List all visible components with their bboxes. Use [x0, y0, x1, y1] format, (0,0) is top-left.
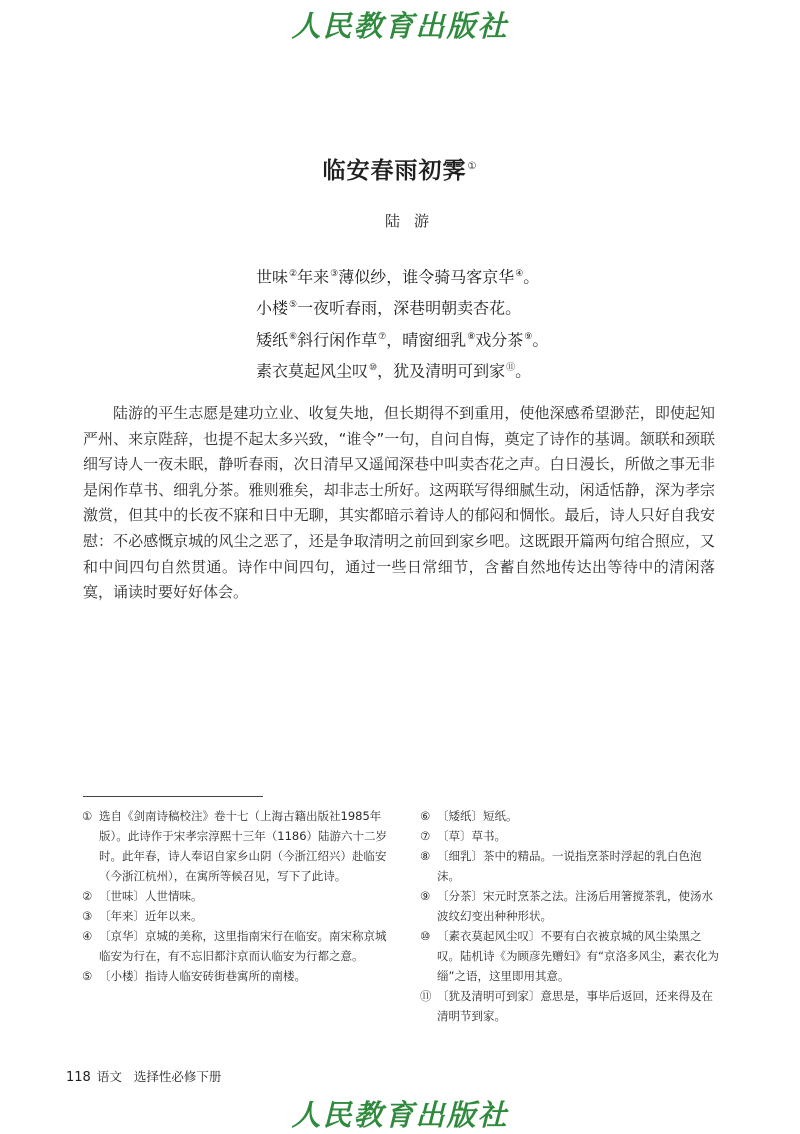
commentary — [83, 401, 715, 606]
footnote — [420, 886, 720, 926]
poem-title-text: 临安春雨初霁 — [322, 157, 467, 184]
footnote-divider — [83, 796, 263, 797]
poem-line — [256, 291, 656, 322]
footnote-text: 选自《剑南诗稿校注》卷十七（上海古籍出版社1985年版）。此诗作于宋孝宗淳熙十三年（1186）陆游六十二岁时。此年春，诗人奉诏自家乡山阴（今浙江绍兴）赴临安（今浙江杭州），在寓所等候召见，写下了此诗。 — [99, 809, 388, 883]
poem-note-mark: ③ — [330, 269, 339, 279]
footnotes-left-column — [82, 806, 390, 986]
footnote-text: 〔小楼〕指诗人临安砖街巷寓所的南楼。 — [99, 969, 306, 983]
poem-author: 陆游 — [384, 212, 443, 230]
footnote-number: ⑪ — [420, 989, 432, 1003]
poem-line — [256, 354, 656, 385]
poem-text: 戏分茶 — [475, 329, 524, 349]
poem-note-mark: ⑩ — [369, 362, 378, 373]
footnote-text: 〔草〕草书。 — [437, 829, 506, 843]
poem-text: 一夜听春雨，深巷明朝卖杏花。 — [297, 298, 522, 318]
poem-title — [0, 152, 800, 185]
poem-body — [256, 260, 656, 385]
footnote-number: ⑦ — [420, 829, 431, 843]
page-number: 118 — [66, 1070, 91, 1085]
footnotes-right-column — [420, 806, 720, 1026]
footnote — [82, 886, 390, 906]
footnote-number: ⑩ — [420, 929, 431, 943]
footnote-text: 〔犹及清明可到家〕意思是，事毕后返回，还来得及在清明节到家。 — [437, 989, 713, 1023]
poem-text: 素衣莫起风尘叹 — [256, 361, 369, 381]
poem-note-mark: ② — [289, 269, 298, 279]
publisher-logo-top: 人民教育出版社 — [291, 9, 509, 43]
poem-note-mark: ⑤ — [289, 300, 298, 311]
footnote-text: 〔矮纸〕短纸。 — [437, 809, 518, 823]
footnote — [420, 846, 720, 886]
poem-note-mark: ⑥ — [289, 331, 298, 342]
page-footer — [66, 1067, 221, 1085]
poem-line — [256, 260, 656, 291]
poem-note-mark: ⑨ — [524, 331, 533, 342]
footnote — [82, 906, 390, 926]
poem-note-mark: ⑧ — [467, 331, 476, 342]
poem-text: 。 — [523, 267, 540, 287]
poem-text: 。 — [532, 329, 549, 349]
commentary-paragraph: 陆游的平生志愿是建功立业、收复失地，但长期得不到重用，使他深感希望渺茫，即使起知严州、来京陛辞，也提不起太多兴致，“谁令”一句，自问自悔，奠定了诗作的基调。颔联和颈联细写诗人一夜未眠，静听春雨，次日清早又遥闻深巷中叫卖杏花之声。白日漫长，所做之事无非是闲作草书、细乳分茶。雅则雅矣，却非志士所好。这两联写得细腻生动，闲适恬静，深为孝宗激赏，但其中的长夜不寐和日中无聊，其实都暗示着诗人的郁闷和惆怅。最后，诗人只好自我安慰：不必感慨京城的风尘之恶了，还是争取清明之前回到家乡吧。这既跟开篇两句绾合照应，又和中间四句自然贯通。诗作中间四句，通过一些日常细节，含蓄自然地传达出等待中的清闲落寞，诵读时要好好体会。 — [83, 404, 715, 602]
poem-text: ，犹及清明可到家 — [377, 361, 506, 381]
book-name: 选择性必修下册 — [133, 1069, 222, 1084]
footnote-text: 〔世味〕人世情味。 — [99, 889, 203, 903]
subject-name: 语文 — [96, 1069, 122, 1084]
footnote-number: ⑨ — [420, 889, 431, 903]
footnote — [82, 806, 390, 886]
footnote-number: ③ — [82, 909, 93, 923]
poem-note-mark: ⑪ — [506, 362, 516, 373]
footnote-number: ⑤ — [82, 969, 93, 983]
footnote — [82, 966, 390, 986]
publisher-logo-bottom: 人民教育出版社 — [291, 1098, 509, 1132]
footnote-number: ⑥ — [420, 809, 431, 823]
footnote — [82, 926, 390, 966]
poem-text: ，晴窗细乳 — [386, 329, 467, 349]
footnote — [420, 806, 720, 826]
title-note-mark: ① — [467, 161, 478, 173]
poem-text: 矮纸 — [256, 329, 289, 349]
footnote — [420, 826, 720, 846]
poem-note-mark: ④ — [515, 269, 524, 279]
poem-text: 世味 — [256, 267, 289, 287]
footnote-number: ① — [82, 809, 93, 823]
poem-text: 。 — [515, 361, 532, 381]
poem-text: 小楼 — [256, 298, 289, 318]
footnote — [420, 926, 720, 986]
poem-text: 斜行闲作草 — [297, 329, 378, 349]
footnote-text: 〔细乳〕茶中的精品。一说指烹茶时浮起的乳白色泡沫。 — [437, 849, 702, 883]
footnote-text: 〔京华〕京城的美称，这里指南宋行在临安。南宋称京城临安为行在，有不忘旧都汴京而认临安为行都之意。 — [99, 929, 387, 963]
poem-text: 薄似纱，谁令骑马客京华 — [338, 267, 515, 287]
poem-text: 年来 — [297, 267, 330, 287]
footnote-number: ② — [82, 889, 93, 903]
footnote-number: ④ — [82, 929, 93, 943]
footnote-text: 〔素衣莫起风尘叹〕不要有白衣被京城的风尘染黑之叹。陆机诗《为顾彦先赠妇》有“京洛多风尘，素衣化为缁”之语，这里即用其意。 — [437, 929, 719, 983]
footnote — [420, 986, 720, 1026]
poem-note-mark: ⑦ — [378, 331, 387, 342]
footnote-text: 〔分茶〕宋元时烹茶之法。注汤后用箸搅茶乳，使汤水波纹幻变出种种形状。 — [437, 889, 713, 923]
poem-line — [256, 323, 656, 354]
footnote-text: 〔年来〕近年以来。 — [99, 909, 203, 923]
footnote-number: ⑧ — [420, 849, 431, 863]
